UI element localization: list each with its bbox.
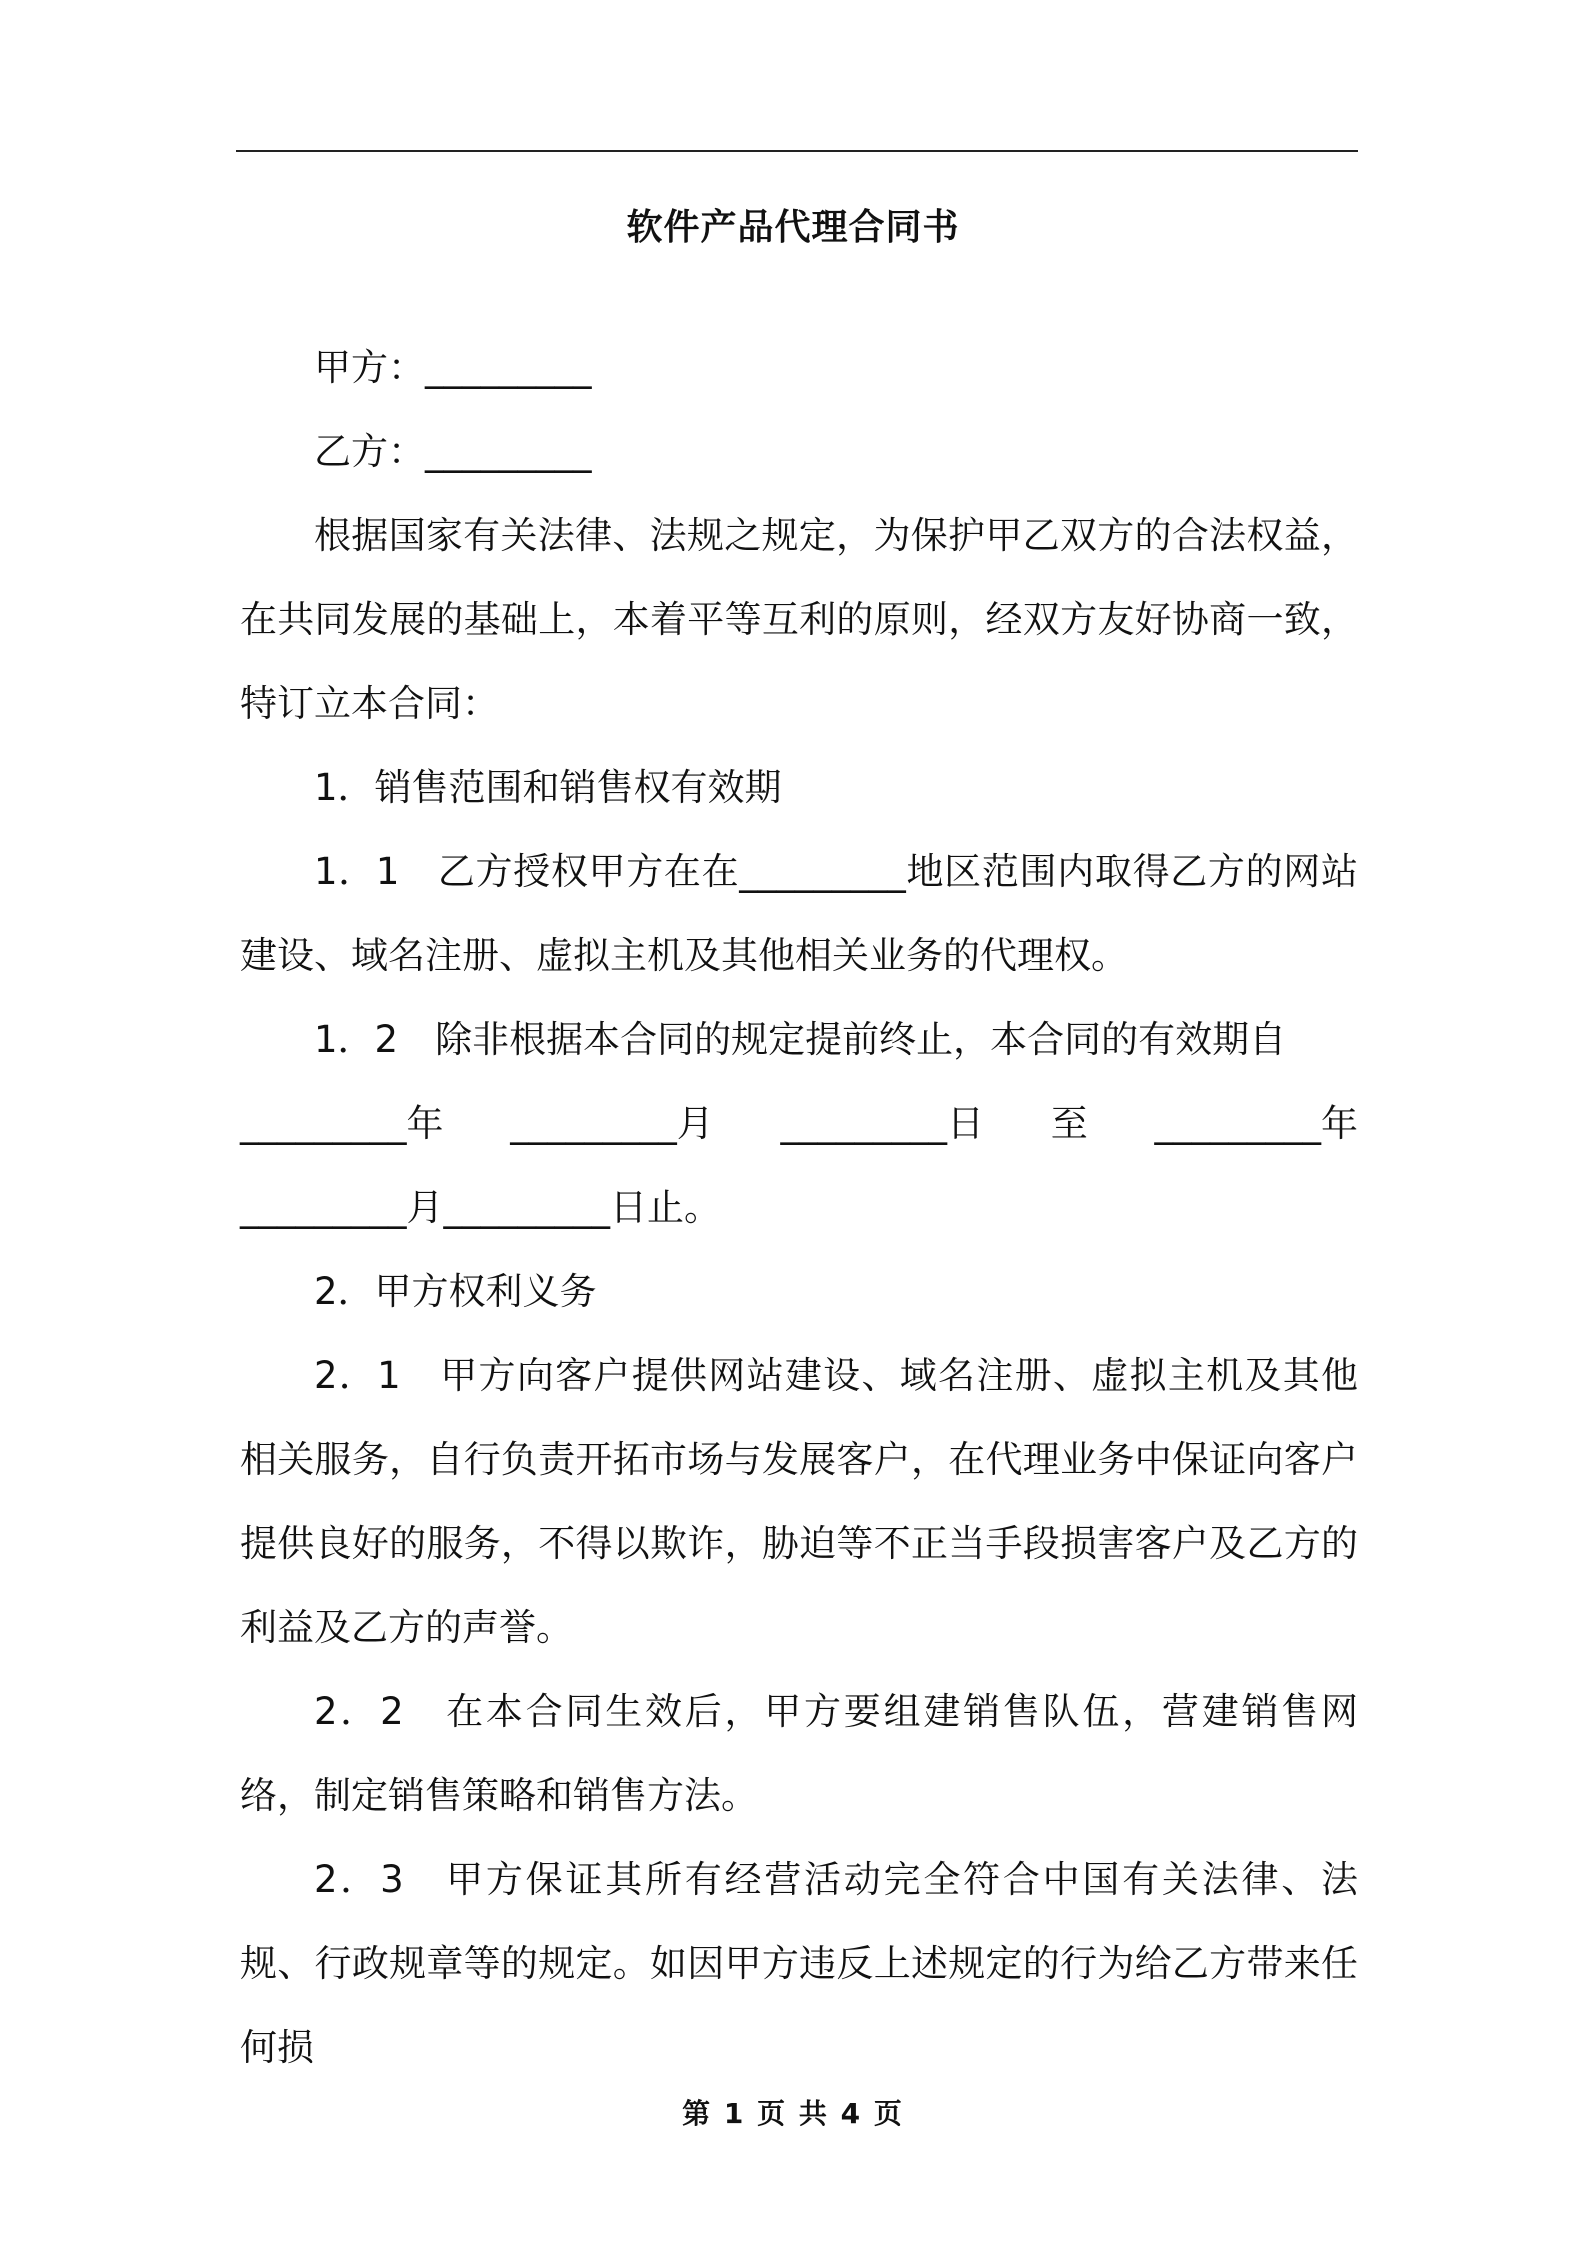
document-body xyxy=(240,326,1358,2090)
validity-date-line xyxy=(240,1082,1358,1166)
clause-2-1: 2．1 甲方向客户提供网站建设、域名注册、虚拟主机及其他相关服务，自行负责开拓市场与发展客户，在代理业务中保证向客户提供良好的服务，不得以欺诈，胁迫等不正当手段损害客户及乙方的利益及乙方的声誉。 xyxy=(240,1354,1358,1649)
document-title: 软件产品代理合同书 xyxy=(626,207,960,248)
section-1-heading: 1．销售范围和销售权有效期 xyxy=(314,766,782,809)
start-month: _________月 xyxy=(510,1102,714,1145)
validity-end-line: _________月_________日止。 xyxy=(240,1186,721,1229)
section-2-heading: 2．甲方权利义务 xyxy=(314,1270,597,1313)
page-indicator: 第 1 页 共 4 页 xyxy=(682,2097,904,2130)
start-day: _________日 xyxy=(780,1102,984,1145)
clause-2-2: 2．2 在本合同生效后，甲方要组建销售队伍，营建销售网络，制定销售策略和销售方法。 xyxy=(240,1690,1358,1817)
intro-paragraph: 根据国家有关法律、法规之规定，为保护甲乙双方的合法权益，在共同发展的基础上，本着平等互利的原则，经双方友好协商一致，特订立本合同： xyxy=(240,514,1358,725)
clause-1-2: 1．2 除非根据本合同的规定提前终止，本合同的有效期自 xyxy=(314,1018,1287,1061)
start-year: _________年 xyxy=(240,1102,444,1145)
clause-1-1: 1．1 乙方授权甲方在在_________地区范围内取得乙方的网站建设、域名注册、虚拟主机及其他相关业务的代理权。 xyxy=(240,850,1358,977)
end-year: _________年 xyxy=(1154,1102,1358,1145)
clause-2-3: 2．3 甲方保证其所有经营活动完全符合中国有关法律、法规、行政规章等的规定。如因甲方违反上述规定的行为给乙方带来任何损 xyxy=(240,1858,1358,2069)
date-to: 至 xyxy=(1050,1102,1088,1145)
party-b-line: 乙方：_________ xyxy=(314,430,592,473)
header-rule xyxy=(236,150,1358,152)
party-a-line: 甲方：_________ xyxy=(314,346,592,389)
